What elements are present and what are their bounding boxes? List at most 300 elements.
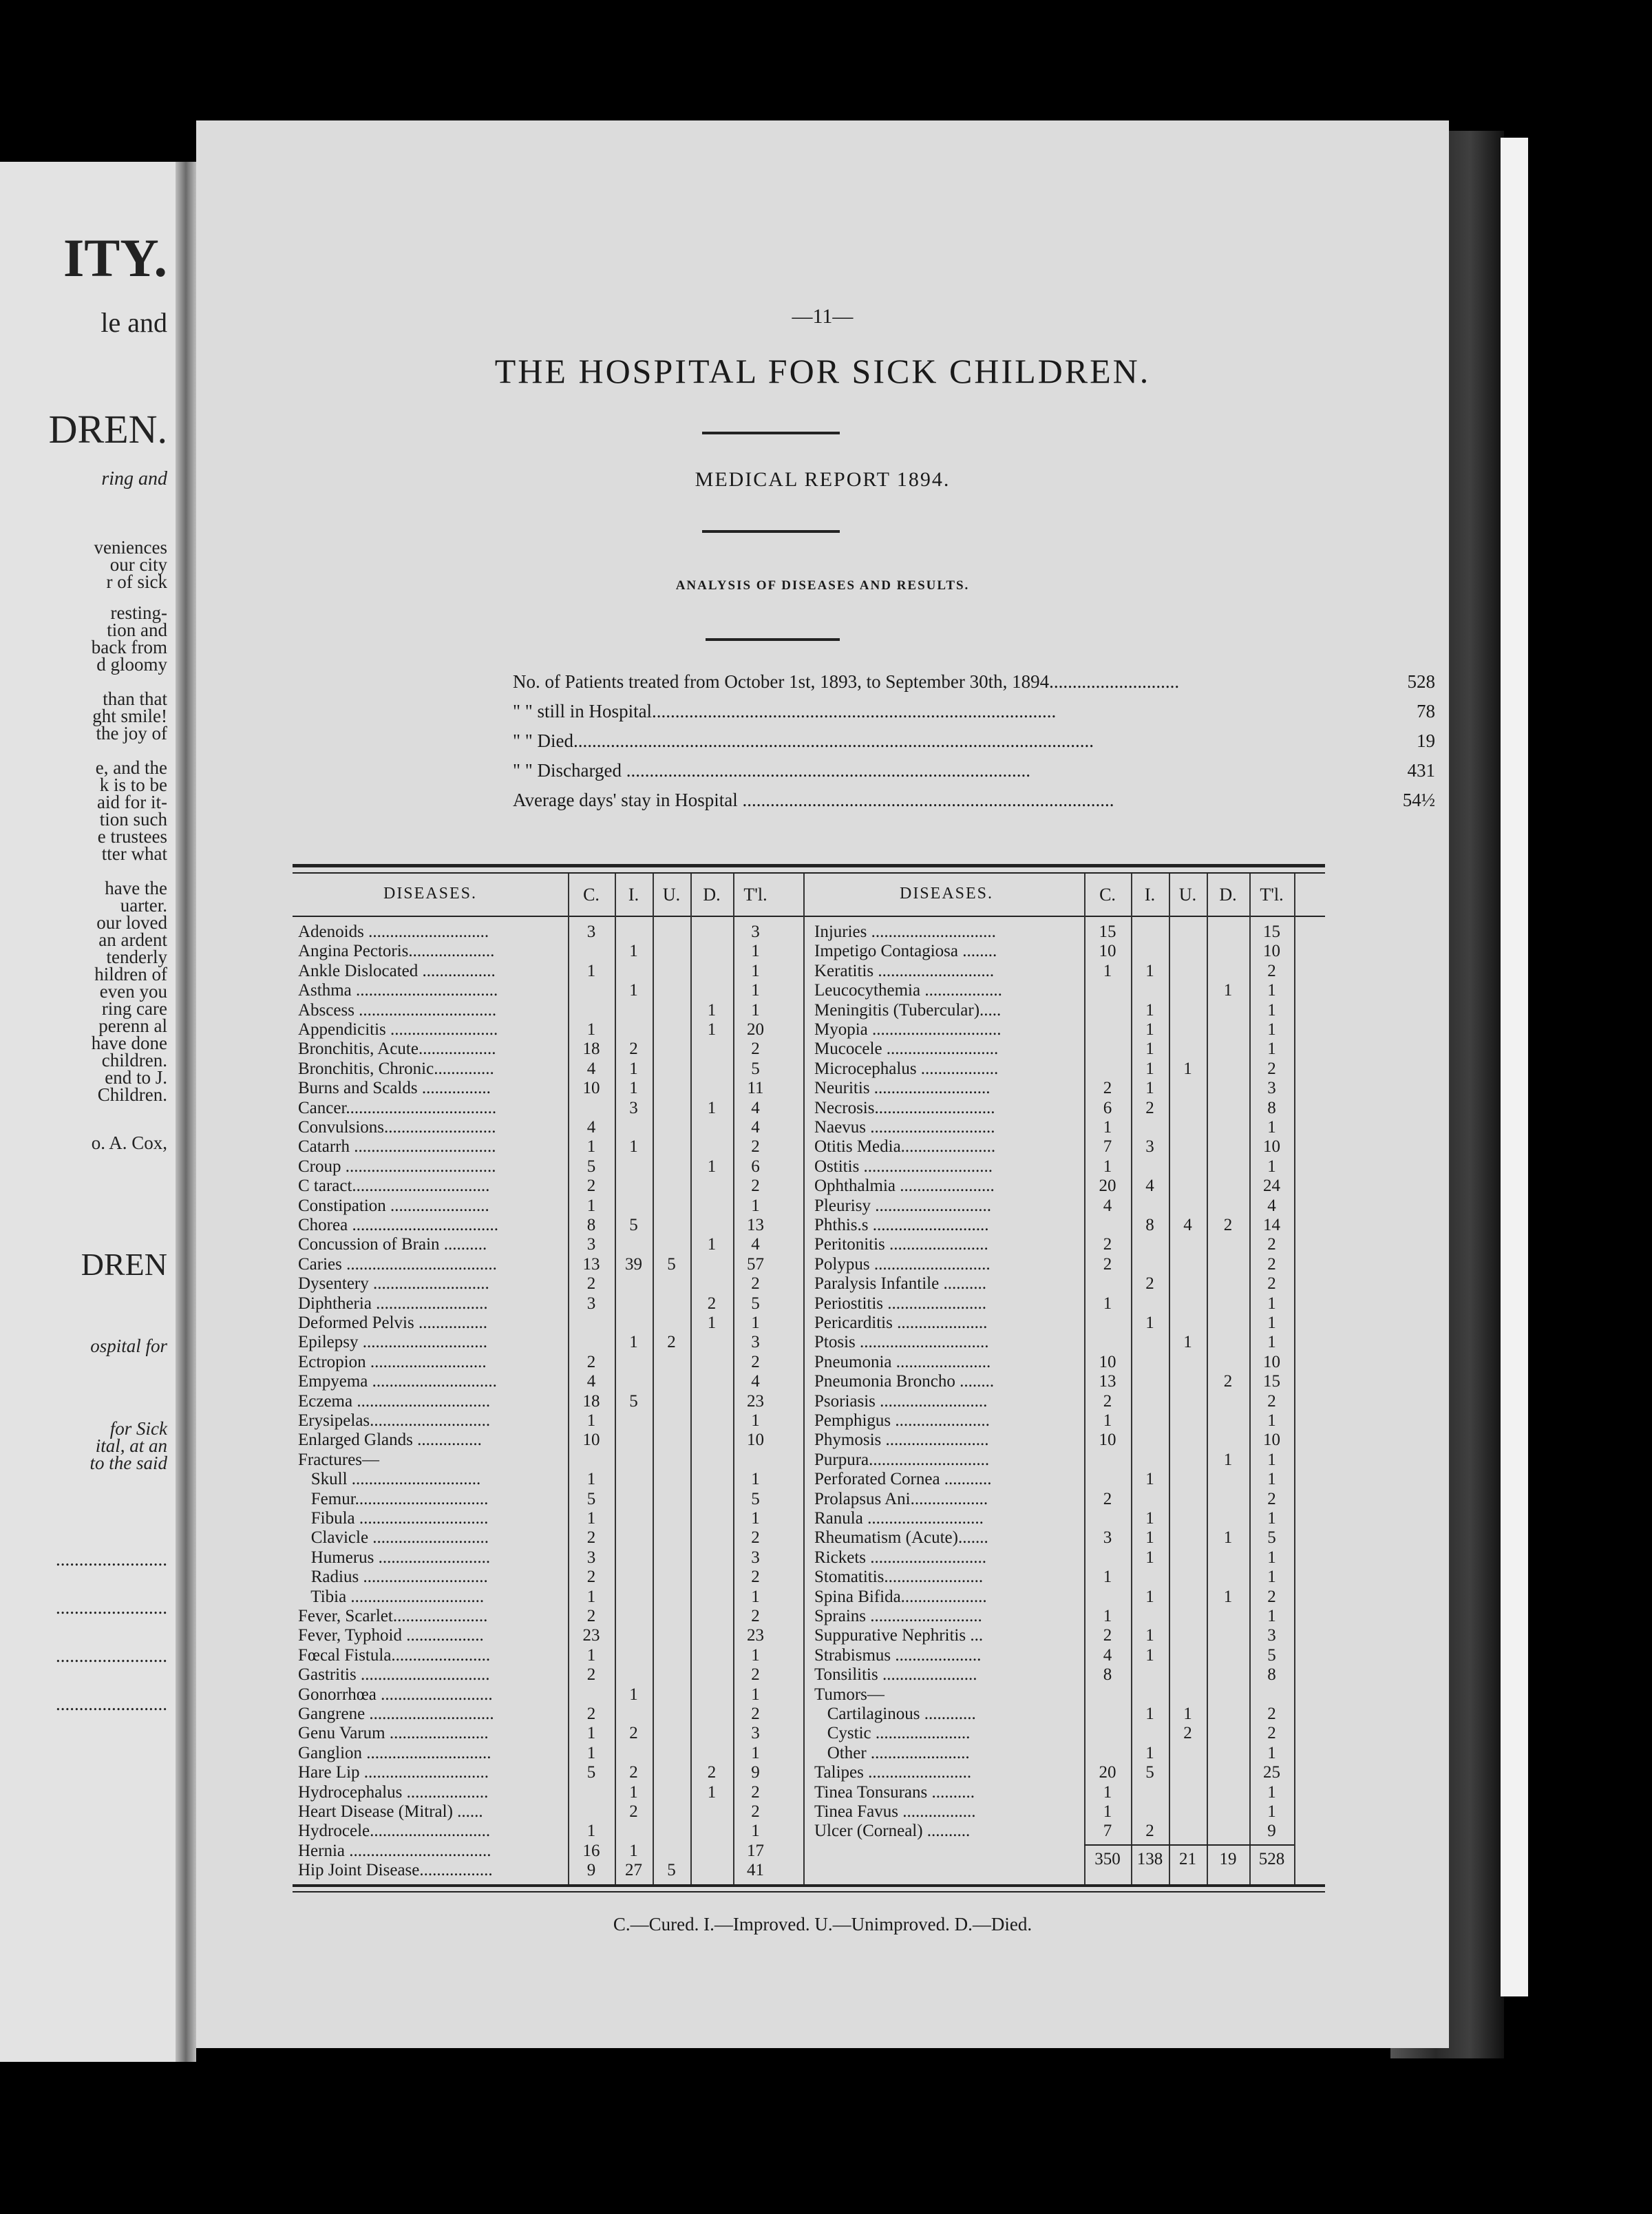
table-cell: 9 <box>751 1763 760 1782</box>
left-page-line: d gloomy <box>96 654 167 675</box>
table-rule <box>293 1884 1325 1887</box>
table-cell: 1 <box>629 1079 638 1098</box>
left-page-line: Children. <box>97 1084 167 1105</box>
table-cell: 3 <box>1145 1137 1154 1157</box>
table-cell: 2 <box>629 1724 638 1743</box>
disease-name: Enlarged Glands ............... <box>298 1431 482 1450</box>
table-cell: 2 <box>1223 1372 1233 1391</box>
table-cell: 1 <box>1267 1118 1276 1137</box>
table-cell: 1 <box>751 1509 760 1528</box>
disease-name: Cartilaginous ............ <box>814 1705 976 1723</box>
table-cell: 5 <box>586 1489 596 1508</box>
table-cell: 1 <box>1183 1705 1192 1723</box>
disease-name: Stomatitis....................... <box>814 1568 984 1587</box>
table-cell: 1 <box>629 1841 638 1860</box>
top-black-border <box>0 0 1652 110</box>
table-cell: 14 <box>1263 1216 1280 1234</box>
disease-table <box>293 864 1325 1910</box>
disease-name: Fever, Scarlet...................... <box>298 1607 488 1625</box>
left-page-line: tion and <box>107 620 167 640</box>
left-page-line: ........................ <box>56 1645 167 1666</box>
disease-name: Tumors— <box>814 1685 885 1704</box>
table-cell: 1 <box>751 1743 760 1762</box>
disease-name: Bronchitis, Acute.................. <box>298 1040 496 1059</box>
left-page-line: le and <box>100 307 167 338</box>
disease-name: Cancer................................... <box>298 1098 497 1117</box>
total-cell: 19 <box>1219 1849 1237 1868</box>
stat-label: " " Discharged ....................................................................................... <box>513 760 1031 781</box>
disease-name: Eczema ............................... <box>298 1391 491 1411</box>
disease-name: Genu Varum ....................... <box>298 1724 489 1743</box>
report-subtitle: MEDICAL REPORT 1894. <box>695 468 951 491</box>
disease-name: Strabismus .................... <box>814 1645 982 1665</box>
table-cell: 5 <box>667 1254 676 1274</box>
table-cell: 1 <box>1103 1782 1112 1802</box>
table-cell: 24 <box>1263 1177 1280 1196</box>
table-cell: 15 <box>1263 922 1280 941</box>
left-page-line: ........................ <box>56 1694 167 1714</box>
table-cell: 2 <box>586 1568 596 1587</box>
table-cell: 4 <box>586 1372 596 1391</box>
disease-name: Cystic ...................... <box>814 1724 971 1743</box>
table-cell: 2 <box>751 1568 760 1587</box>
table-cell: 1 <box>751 1587 760 1606</box>
disease-name: Concussion of Brain .......... <box>298 1235 487 1254</box>
disease-name: Microcephalus .................. <box>814 1059 999 1078</box>
table-cell: 20 <box>1099 1763 1116 1782</box>
table-cell: 4 <box>751 1098 760 1117</box>
table-cell: 10 <box>1099 1431 1116 1450</box>
disease-name: Myopia .............................. <box>814 1020 1002 1039</box>
left-column-header: U. <box>662 885 681 905</box>
table-cell: 2 <box>751 1665 760 1685</box>
table-cell: 4 <box>751 1118 760 1137</box>
stat-value: 431 <box>1407 760 1435 781</box>
disease-name: Peritonitis ....................... <box>814 1235 988 1254</box>
table-cell: 1 <box>1267 1040 1276 1059</box>
table-cell: 10 <box>747 1431 764 1450</box>
left-column-header: D. <box>703 885 721 905</box>
left-page-line: ital, at an <box>95 1435 167 1456</box>
table-cell: 1 <box>1145 1314 1154 1332</box>
table-cell: 1 <box>1223 1450 1233 1469</box>
disease-name: Injuries ............................. <box>814 922 996 941</box>
disease-name: Gastritis .............................. <box>298 1665 490 1685</box>
table-cell: 1 <box>586 1822 596 1841</box>
table-cell: 10 <box>1263 1352 1280 1371</box>
disease-name: Burns and Scalds ................ <box>298 1079 491 1098</box>
disease-name: Catarrh ................................. <box>298 1137 496 1157</box>
table-cell: 2 <box>751 1705 760 1723</box>
disease-name: Erysipelas............................ <box>298 1411 491 1430</box>
table-cell: 1 <box>1103 1294 1112 1313</box>
table-cell: 1 <box>1145 1470 1154 1489</box>
table-cell: 1 <box>1103 1802 1112 1821</box>
left-page-line: ring care <box>101 998 167 1019</box>
table-cell: 1 <box>629 1333 638 1352</box>
disease-name: Other ....................... <box>814 1743 970 1762</box>
table-cell: 6 <box>751 1157 760 1176</box>
table-cell: 5 <box>586 1157 596 1176</box>
disease-name: Appendicitis ......................... <box>298 1020 498 1039</box>
table-cell: 7 <box>1103 1137 1112 1157</box>
disease-name: Abscess ................................ <box>298 1000 497 1020</box>
section-heading: ANALYSIS OF DISEASES AND RESULTS. <box>675 578 970 593</box>
table-cell: 10 <box>1263 1137 1280 1157</box>
table-cell: 1 <box>1267 1548 1276 1567</box>
table-cell: 2 <box>1145 1274 1154 1294</box>
table-cell: 1 <box>751 1645 760 1665</box>
left-page-line: r of sick <box>106 571 167 592</box>
table-cell: 5 <box>629 1216 638 1234</box>
table-cell: 1 <box>751 1411 760 1430</box>
table-cell: 1 <box>629 1137 638 1157</box>
table-cell: 2 <box>707 1294 717 1313</box>
table-cell: 1 <box>586 1509 596 1528</box>
table-cell: 5 <box>1267 1528 1276 1548</box>
table-cell: 1 <box>1223 1587 1233 1606</box>
disease-name: Hydrocele............................ <box>298 1822 491 1841</box>
disease-name: Purpura............................ <box>814 1450 990 1469</box>
total-cell: 528 <box>1258 1849 1285 1868</box>
right-column-header: C. <box>1099 885 1116 905</box>
disease-name: Tonsilitis ...................... <box>814 1665 977 1685</box>
disease-name: Ptosis .............................. <box>814 1333 989 1352</box>
table-cell: 1 <box>751 1822 760 1841</box>
disease-name: Rickets ........................... <box>814 1548 986 1567</box>
disease-name: Humerus .......................... <box>298 1548 491 1567</box>
right-column-header: T'l. <box>1260 885 1284 905</box>
table-cell: 2 <box>1267 1587 1276 1606</box>
legend: C.—Cured. I.—Improved. U.—Unimproved. D.—Died. <box>613 1914 1032 1934</box>
table-cell: 1 <box>1145 1645 1154 1665</box>
table-cell: 1 <box>1145 1509 1154 1528</box>
table-cell: 2 <box>751 1274 760 1294</box>
table-cell: 39 <box>625 1254 642 1274</box>
left-page-line: veniences <box>94 537 167 558</box>
left-column-header: T'l. <box>743 885 767 905</box>
table-cell: 10 <box>582 1079 600 1098</box>
left-page-line: have done <box>91 1033 167 1053</box>
left-page-line: ght smile! <box>92 706 167 726</box>
table-cell: 2 <box>1223 1216 1233 1234</box>
left-page-line: tenderly <box>106 947 167 967</box>
disease-name: Talipes ........................ <box>814 1763 972 1782</box>
table-cell: 2 <box>751 1607 760 1625</box>
left-page-line: children. <box>101 1050 167 1071</box>
table-cell: 1 <box>1267 1294 1276 1313</box>
table-cell: 1 <box>751 1470 760 1489</box>
table-cell: 8 <box>1145 1216 1154 1234</box>
table-cell: 6 <box>1103 1098 1112 1117</box>
disease-name: Diphtheria .......................... <box>298 1294 488 1313</box>
table-cell: 1 <box>1267 1450 1276 1469</box>
table-cell: 1 <box>1223 1528 1233 1548</box>
table-cell: 20 <box>1099 1177 1116 1196</box>
left-page-line: ITY. <box>63 228 167 288</box>
disease-name: Otitis Media...................... <box>814 1137 996 1157</box>
table-cell: 1 <box>586 1724 596 1743</box>
table-cell: 8 <box>1267 1098 1276 1117</box>
total-cell: 138 <box>1136 1849 1163 1868</box>
disease-name: Sprains .......................... <box>814 1607 982 1625</box>
table-rule <box>293 872 1325 874</box>
table-cell: 1 <box>1267 1157 1276 1176</box>
table-cell: 3 <box>1103 1528 1112 1548</box>
left-page-line: for Sick <box>109 1418 167 1439</box>
table-cell: 18 <box>582 1391 600 1411</box>
table-cell: 1 <box>1267 1333 1276 1352</box>
table-rule <box>1084 1844 1294 1846</box>
disease-name: Perforated Cornea ........... <box>814 1470 992 1489</box>
table-cell: 10 <box>582 1431 600 1450</box>
table-cell: 2 <box>1267 961 1276 980</box>
left-page-line: tion such <box>99 809 167 830</box>
table-cell: 2 <box>1145 1822 1154 1841</box>
table-cell: 1 <box>1145 1587 1154 1606</box>
left-page-line: ring and <box>101 468 167 489</box>
table-cell: 10 <box>1263 1431 1280 1450</box>
table-cell: 1 <box>586 1645 596 1665</box>
table-cell: 2 <box>586 1352 596 1371</box>
left-page-line: ospital for <box>90 1336 167 1356</box>
table-cell: 2 <box>751 1040 760 1059</box>
disease-name: Bronchitis, Chronic.............. <box>298 1059 494 1078</box>
table-cell: 1 <box>707 1314 717 1332</box>
disease-name: Femur............................... <box>298 1489 489 1508</box>
table-cell: 2 <box>1267 1705 1276 1723</box>
table-cell: 5 <box>751 1489 760 1508</box>
table-cell: 1 <box>1267 1802 1276 1821</box>
table-cell: 1 <box>707 1235 717 1254</box>
disease-name: Prolapsus Ani.................. <box>814 1489 988 1508</box>
table-cell: 1 <box>586 961 596 980</box>
left-page-line: hildren of <box>94 964 167 984</box>
table-cell: 2 <box>1103 1254 1112 1274</box>
table-cell: 1 <box>1103 1607 1112 1625</box>
table-cell: 4 <box>1103 1196 1112 1215</box>
table-cell: 1 <box>707 1020 717 1039</box>
table-cell: 2 <box>751 1782 760 1802</box>
disease-name: Constipation ....................... <box>298 1196 489 1215</box>
disease-name: Heart Disease (Mitral) ...... <box>298 1802 483 1821</box>
table-cell: 2 <box>667 1333 676 1352</box>
table-cell: 2 <box>751 1802 760 1821</box>
disease-name: Naevus ............................. <box>814 1118 995 1137</box>
left-page <box>0 162 176 2062</box>
table-cell: 2 <box>1267 1274 1276 1294</box>
table-cell: 1 <box>1267 981 1276 1000</box>
table-cell: 27 <box>625 1861 642 1880</box>
table-cell: 1 <box>1183 1059 1192 1078</box>
table-cell: 1 <box>1103 1118 1112 1137</box>
right-column-header: I. <box>1144 885 1156 905</box>
disease-name: Fever, Typhoid .................. <box>298 1626 484 1645</box>
disease-name: Skull .............................. <box>298 1470 481 1489</box>
table-cell: 1 <box>1103 961 1112 980</box>
table-cell: 10 <box>1263 942 1280 961</box>
table-cell: 1 <box>751 981 760 1000</box>
table-cell: 10 <box>1099 1352 1116 1371</box>
disease-name: Suppurative Nephritis ... <box>814 1626 984 1645</box>
disease-name: Rheumatism (Acute)....... <box>814 1528 988 1548</box>
table-cell: 3 <box>1267 1626 1276 1645</box>
table-cell: 1 <box>751 942 760 961</box>
table-cell: 13 <box>582 1254 600 1274</box>
table-cell: 1 <box>586 1196 596 1215</box>
left-page-line: back from <box>91 637 167 657</box>
table-cell: 1 <box>751 1000 760 1020</box>
disease-name: Deformed Pelvis ................ <box>298 1314 487 1332</box>
table-cell: 1 <box>586 1137 596 1157</box>
table-cell: 15 <box>1263 1372 1280 1391</box>
left-page-line: DREN <box>81 1247 167 1282</box>
table-cell: 1 <box>1145 1040 1154 1059</box>
table-cell: 1 <box>1145 961 1154 980</box>
table-cell: 1 <box>1145 1626 1154 1645</box>
table-cell: 1 <box>1145 1743 1154 1762</box>
table-cell: 4 <box>751 1372 760 1391</box>
table-column-rule <box>803 874 805 1884</box>
disease-name: Caries ................................... <box>298 1254 497 1274</box>
right-column-header: DISEASES. <box>899 885 994 903</box>
table-cell: 41 <box>747 1861 764 1880</box>
table-cell: 1 <box>1145 1059 1154 1078</box>
table-cell: 2 <box>586 1607 596 1625</box>
disease-name: Empyema ............................. <box>298 1372 497 1391</box>
table-cell: 2 <box>751 1528 760 1548</box>
table-cell: 13 <box>747 1216 764 1234</box>
table-cell: 5 <box>751 1059 760 1078</box>
table-cell: 1 <box>707 1000 717 1020</box>
table-cell: 4 <box>1267 1196 1276 1215</box>
table-cell: 1 <box>586 1743 596 1762</box>
table-cell: 5 <box>751 1294 760 1313</box>
table-cell: 2 <box>1103 1489 1112 1508</box>
table-cell: 17 <box>747 1841 764 1860</box>
table-cell: 1 <box>1267 1000 1276 1020</box>
table-cell: 1 <box>751 1685 760 1704</box>
table-cell: 3 <box>586 1548 596 1567</box>
table-cell: 1 <box>586 1411 596 1430</box>
disease-name: Tinea Tonsurans .......... <box>814 1782 975 1802</box>
left-page-line: even you <box>99 981 167 1002</box>
table-cell: 1 <box>1267 1607 1276 1625</box>
disease-name: Ectropion ........................... <box>298 1352 487 1371</box>
disease-name: Ostitis .............................. <box>814 1157 993 1176</box>
disease-name: Gangrene ............................. <box>298 1705 494 1723</box>
table-cell: 1 <box>1103 1157 1112 1176</box>
table-cell: 1 <box>1267 1743 1276 1762</box>
disease-name: Pneumonia Broncho ........ <box>814 1372 995 1391</box>
table-cell: 4 <box>751 1235 760 1254</box>
table-cell: 3 <box>751 1548 760 1567</box>
disease-name: Psoriasis ......................... <box>814 1391 988 1411</box>
table-cell: 1 <box>586 1020 596 1039</box>
table-cell: 3 <box>751 1333 760 1352</box>
table-cell: 1 <box>1145 1000 1154 1020</box>
disease-name: Spina Bifida.................... <box>814 1587 987 1606</box>
table-column-rule <box>1294 874 1295 1884</box>
table-cell: 1 <box>1267 1314 1276 1332</box>
page-number: —11— <box>792 305 854 328</box>
disease-name: C taract................................ <box>298 1177 490 1196</box>
disease-name: Epilepsy ............................. <box>298 1333 487 1352</box>
table-cell: 2 <box>586 1274 596 1294</box>
table-cell: 4 <box>1103 1645 1112 1665</box>
disease-name: Asthma ................................. <box>298 981 498 1000</box>
total-cell: 350 <box>1094 1849 1121 1868</box>
table-cell: 2 <box>1267 1254 1276 1274</box>
title-rule <box>702 432 840 434</box>
table-cell: 2 <box>1103 1079 1112 1098</box>
section-rule <box>706 638 840 641</box>
table-cell: 3 <box>1267 1079 1276 1098</box>
disease-name: Radius ............................. <box>298 1568 488 1587</box>
stat-value: 528 <box>1407 671 1435 692</box>
table-cell: 1 <box>751 1196 760 1215</box>
left-page-line: an ardent <box>98 929 167 950</box>
disease-name: Hip Joint Disease................. <box>298 1861 493 1880</box>
table-cell: 23 <box>582 1626 600 1645</box>
left-page-line: end to J. <box>105 1067 167 1088</box>
table-cell: 4 <box>1145 1177 1154 1196</box>
page-title: THE HOSPITAL FOR SICK CHILDREN. <box>494 352 1151 390</box>
table-cell: 1 <box>629 1782 638 1802</box>
table-cell: 2 <box>707 1763 717 1782</box>
table-cell: 1 <box>1103 1568 1112 1587</box>
table-cell: 9 <box>1267 1822 1276 1841</box>
table-cell: 2 <box>1103 1391 1112 1411</box>
subtitle-rule <box>702 530 840 533</box>
table-cell: 1 <box>1223 981 1233 1000</box>
table-cell: 5 <box>1267 1645 1276 1665</box>
table-cell: 1 <box>1267 1509 1276 1528</box>
disease-name: Impetigo Contagiosa ........ <box>814 942 997 961</box>
disease-name: Fœcal Fistula....................... <box>298 1645 491 1665</box>
disease-name: Convulsions.......................... <box>298 1118 496 1137</box>
stat-value: 54½ <box>1402 790 1435 810</box>
stat-label: No. of Patients treated from October 1st, 1893, to September 30th, 1894............................ <box>513 671 1180 692</box>
table-cell: 18 <box>582 1040 600 1059</box>
table-cell: 1 <box>1145 1705 1154 1723</box>
table-cell: 1 <box>751 961 760 980</box>
left-column-header: C. <box>583 885 600 905</box>
table-cell: 2 <box>586 1528 596 1548</box>
table-cell: 1 <box>1103 1411 1112 1430</box>
table-cell: 3 <box>751 922 760 941</box>
table-cell: 3 <box>586 1294 596 1313</box>
table-cell: 1 <box>586 1470 596 1489</box>
disease-name: Periostitis ....................... <box>814 1294 987 1313</box>
disease-name: Leucocythemia .................. <box>814 981 1002 1000</box>
table-cell: 2 <box>751 1137 760 1157</box>
disease-name: Gonorrhœa .......................... <box>298 1685 493 1704</box>
table-cell: 2 <box>1145 1098 1154 1117</box>
left-page-line: our loved <box>96 912 167 933</box>
disease-name: Croup ................................... <box>298 1157 496 1176</box>
disease-name: Ankle Dislocated ................. <box>298 961 496 980</box>
table-cell: 20 <box>747 1020 764 1039</box>
table-cell: 1 <box>629 1059 638 1078</box>
table-cell: 1 <box>1267 1568 1276 1587</box>
disease-name: Pleurisy ........................... <box>814 1196 991 1215</box>
table-cell: 57 <box>747 1254 764 1274</box>
disease-name: Ranula ........................... <box>814 1509 984 1528</box>
stat-value: 19 <box>1417 730 1435 751</box>
left-page-line: DREN. <box>48 407 167 452</box>
right-column-header: D. <box>1219 885 1237 905</box>
